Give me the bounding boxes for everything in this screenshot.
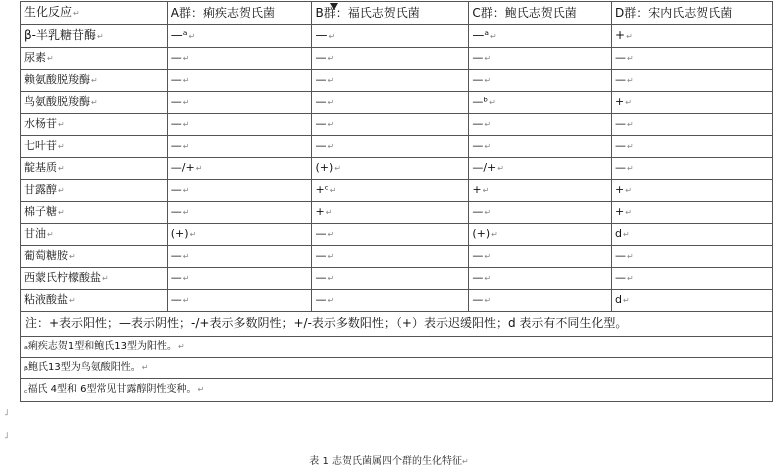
result-cell	[612, 224, 773, 246]
return-mark-icon: ↵	[327, 252, 335, 261]
return-mark-icon: ↵	[47, 230, 54, 239]
return-mark-icon: ↵	[327, 54, 335, 63]
return-mark-icon: ↵	[195, 164, 203, 173]
cell-text: —ᵇ	[472, 95, 489, 108]
cell-text: 尿素	[24, 51, 46, 64]
cell-text: d	[615, 227, 623, 240]
result-cell	[612, 92, 773, 114]
cell-text: +	[472, 183, 482, 196]
return-mark-icon: ↵	[484, 76, 492, 85]
cell-text: —	[472, 205, 484, 218]
return-mark-icon: ↵	[197, 385, 205, 394]
result-cell	[312, 246, 469, 268]
return-mark-icon: ↵	[627, 120, 634, 129]
reaction-name	[21, 70, 168, 92]
result-cell	[167, 70, 312, 92]
return-mark-icon: ↵	[625, 98, 632, 107]
result-cell	[312, 70, 469, 92]
return-mark-icon: ↵	[625, 186, 632, 195]
cell-text: +ᶜ	[315, 183, 329, 196]
cell-text: 甘露醇	[24, 183, 57, 196]
table-row	[21, 70, 773, 92]
cell-text: —	[615, 73, 627, 86]
return-mark-icon: ↵	[325, 208, 333, 217]
return-mark-icon: ↵	[627, 164, 634, 173]
result-cell	[612, 25, 773, 48]
return-mark-icon: ↵	[327, 230, 335, 239]
column-header	[469, 2, 612, 25]
table-row	[21, 25, 773, 48]
return-mark-icon: ↵	[73, 9, 80, 18]
cell-text: —	[472, 293, 484, 306]
footnote	[21, 337, 773, 358]
table-row	[21, 202, 773, 224]
table-row	[21, 224, 773, 246]
cell-text: 注：+表示阳性；—表示阴性；-/+表示多数阴性；+/-表示多数阳性；（+）表示迟缓阳性；d 表示有不同生化型。	[25, 316, 628, 330]
return-mark-icon: ↵	[627, 142, 634, 151]
return-mark-icon: ↵	[182, 274, 190, 283]
cell-text: +	[615, 205, 625, 218]
return-mark-icon: ↵	[58, 142, 65, 151]
result-cell	[312, 136, 469, 158]
result-cell	[312, 48, 469, 70]
return-mark-icon: ↵	[497, 164, 504, 173]
cell-text: 赖氨酸脱羧酶	[24, 73, 90, 86]
result-cell	[167, 48, 312, 70]
result-cell	[167, 180, 312, 202]
cell-text: —	[170, 51, 182, 64]
result-cell	[469, 25, 612, 48]
result-cell	[469, 48, 612, 70]
return-mark-icon: ↵	[462, 457, 469, 466]
note-row	[21, 312, 773, 337]
return-mark-icon: ↵	[97, 32, 104, 41]
return-mark-icon: ↵	[91, 98, 98, 107]
return-mark-icon: ↵	[484, 54, 492, 63]
cell-text: —	[615, 139, 627, 152]
cell-text: —	[615, 117, 627, 130]
table-row	[21, 92, 773, 114]
result-cell	[167, 202, 312, 224]
cell-text: 生化反应	[24, 5, 73, 19]
return-mark-icon: ↵	[182, 252, 190, 261]
reaction-name	[21, 114, 168, 136]
result-cell	[312, 158, 469, 180]
result-cell	[469, 290, 612, 312]
cell-text: —	[615, 161, 627, 174]
cell-text: —ᵃ	[472, 28, 490, 42]
cell-text: —	[315, 293, 327, 306]
return-mark-icon: ↵	[69, 296, 76, 305]
return-mark-icon: ↵	[189, 230, 197, 239]
return-mark-icon: ↵	[69, 252, 76, 261]
reaction-name	[21, 25, 168, 48]
cell-text: —	[315, 51, 327, 64]
return-mark-icon: ↵	[182, 76, 190, 85]
cell-text: —	[472, 73, 484, 86]
cell-text: —	[315, 28, 328, 42]
result-cell	[312, 268, 469, 290]
return-mark-icon: ↵	[47, 54, 54, 63]
cell-text: —	[170, 95, 182, 108]
return-mark-icon: ↵	[489, 98, 496, 107]
column-header	[612, 2, 773, 25]
column-header	[21, 2, 168, 25]
cell-text: —	[315, 271, 327, 284]
cell-text: C群：鲍氏志贺氏菌	[472, 5, 577, 20]
left-margin-mark: ˩	[4, 431, 9, 441]
return-mark-icon: ↵	[91, 76, 98, 85]
result-cell	[469, 114, 612, 136]
caption-text: 表 1 志贺氏菌属四个群的生化特征	[309, 456, 463, 467]
cell-text: D群：宋内氏志贺氏菌	[615, 5, 733, 20]
cell-text: —	[315, 95, 327, 108]
cell-text: —/+	[472, 161, 497, 174]
return-mark-icon: ↵	[178, 342, 185, 351]
return-mark-icon: ↵	[182, 208, 190, 217]
cell-text: —	[472, 51, 484, 64]
return-mark-icon: ↵	[626, 32, 633, 41]
table-row	[21, 48, 773, 70]
return-mark-icon: ↵	[182, 120, 190, 129]
cell-text: (+)	[315, 161, 334, 174]
cell-text: —	[472, 117, 484, 130]
cell-text: —	[170, 73, 182, 86]
return-mark-icon: ↵	[627, 274, 634, 283]
table-caption	[0, 452, 778, 467]
return-mark-icon: ↵	[182, 296, 190, 305]
return-mark-icon: ↵	[484, 208, 492, 217]
return-mark-icon: ↵	[484, 296, 492, 305]
result-cell	[612, 70, 773, 92]
cell-text: —	[315, 139, 327, 152]
result-cell	[167, 136, 312, 158]
legend-note	[21, 312, 773, 337]
cell-text: 七叶苷	[24, 139, 57, 152]
cell-text: —	[315, 249, 327, 262]
result-cell	[312, 25, 469, 48]
cell-text: +	[315, 205, 325, 218]
result-cell	[167, 246, 312, 268]
result-cell	[312, 92, 469, 114]
footnote-row	[21, 379, 773, 402]
cell-text: —	[170, 139, 182, 152]
cell-text: —	[170, 205, 182, 218]
reaction-name	[21, 224, 168, 246]
footnote	[21, 379, 773, 402]
return-mark-icon: ↵	[328, 32, 336, 41]
result-cell	[469, 70, 612, 92]
biochemical-table	[20, 1, 773, 402]
cell-text: +	[615, 95, 625, 108]
table-row	[21, 268, 773, 290]
result-cell	[312, 114, 469, 136]
cell-text: —	[615, 249, 627, 262]
result-cell	[167, 92, 312, 114]
result-cell	[469, 158, 612, 180]
reaction-name	[21, 92, 168, 114]
result-cell	[612, 268, 773, 290]
cell-text: 葡萄糖胺	[24, 249, 68, 262]
result-cell	[469, 268, 612, 290]
cell-text: 甘油	[24, 227, 46, 240]
result-cell	[469, 246, 612, 268]
table-row	[21, 114, 773, 136]
return-mark-icon: ↵	[484, 252, 492, 261]
cell-text: +	[615, 183, 625, 196]
return-mark-icon: ↵	[484, 142, 492, 151]
result-cell	[469, 136, 612, 158]
reaction-name	[21, 136, 168, 158]
result-cell	[312, 224, 469, 246]
cell-text: —	[615, 51, 627, 64]
reaction-name	[21, 246, 168, 268]
return-mark-icon: ↵	[327, 296, 335, 305]
cell-text: —/+	[170, 161, 195, 174]
column-select-cursor-icon	[330, 3, 338, 10]
return-mark-icon: ↵	[627, 76, 634, 85]
cell-text: —ᵃ	[170, 28, 188, 42]
result-cell	[612, 48, 773, 70]
table-row	[21, 158, 773, 180]
return-mark-icon: ↵	[327, 98, 335, 107]
cell-text: —	[315, 73, 327, 86]
footnote-row	[21, 337, 773, 358]
result-cell	[312, 202, 469, 224]
cell-text: —	[472, 139, 484, 152]
cell-text: —	[170, 183, 182, 196]
cell-text: —	[472, 271, 484, 284]
result-cell	[167, 114, 312, 136]
cell-text: —	[170, 249, 182, 262]
column-header	[167, 2, 312, 25]
return-mark-icon: ↵	[490, 32, 497, 41]
result-cell	[469, 224, 612, 246]
cell-text: +	[615, 28, 626, 42]
cell-text: B群：福氏志贺氏菌	[315, 5, 420, 20]
cell-text: ᵦ鲍氏13型为鸟氨酸阳性。	[24, 362, 141, 373]
result-cell	[612, 180, 773, 202]
return-mark-icon: ↵	[625, 208, 632, 217]
result-cell	[612, 202, 773, 224]
cell-text: 粘液酸盐	[24, 293, 68, 306]
return-mark-icon: ↵	[482, 186, 490, 195]
reaction-name	[21, 290, 168, 312]
reaction-name	[21, 202, 168, 224]
return-mark-icon: ↵	[102, 274, 109, 283]
reaction-name	[21, 158, 168, 180]
table-row	[21, 136, 773, 158]
return-mark-icon: ↵	[327, 120, 335, 129]
cell-text: β-半乳糖苷酶	[24, 28, 96, 42]
result-cell	[612, 290, 773, 312]
return-mark-icon: ↵	[627, 54, 634, 63]
return-mark-icon: ↵	[334, 164, 341, 173]
return-mark-icon: ↵	[484, 274, 492, 283]
cell-text: (+)	[472, 227, 491, 240]
return-mark-icon: ↵	[623, 296, 630, 305]
result-cell	[167, 268, 312, 290]
cell-text: —	[170, 117, 182, 130]
return-mark-icon: ↵	[627, 252, 634, 261]
table-row	[21, 180, 773, 202]
return-mark-icon: ↵	[58, 186, 65, 195]
return-mark-icon: ↵	[182, 98, 190, 107]
return-mark-icon: ↵	[58, 208, 65, 217]
reaction-name	[21, 268, 168, 290]
cell-text: ₐ痢疾志贺1型和鲍氏13型为阳性。	[24, 341, 178, 352]
cell-text: —	[170, 293, 182, 306]
cell-text: A群：痢疾志贺氏菌	[170, 5, 275, 20]
cell-text: 水杨苷	[24, 117, 57, 130]
return-mark-icon: ↵	[58, 120, 65, 129]
return-mark-icon: ↵	[491, 230, 498, 239]
return-mark-icon: ↵	[623, 230, 630, 239]
footnote-row	[21, 358, 773, 379]
reaction-name	[21, 180, 168, 202]
result-cell	[612, 158, 773, 180]
result-cell	[167, 290, 312, 312]
result-cell	[167, 158, 312, 180]
return-mark-icon: ↵	[182, 186, 190, 195]
return-mark-icon: ↵	[188, 32, 196, 41]
result-cell	[167, 25, 312, 48]
header-row	[21, 2, 773, 25]
cell-text: —	[472, 249, 484, 262]
left-margin-mark: ˩	[4, 408, 9, 418]
cell-text: —	[170, 271, 182, 284]
result-cell	[612, 246, 773, 268]
result-cell	[312, 180, 469, 202]
result-cell	[612, 136, 773, 158]
cell-text: (+)	[170, 227, 189, 240]
return-mark-icon: ↵	[327, 274, 335, 283]
return-mark-icon: ↵	[329, 186, 337, 195]
cell-text: —	[315, 117, 327, 130]
return-mark-icon: ↵	[141, 363, 149, 372]
table-row	[21, 246, 773, 268]
result-cell	[312, 290, 469, 312]
cell-text: 鸟氨酸脱羧酶	[24, 95, 90, 108]
result-cell	[469, 180, 612, 202]
table-row	[21, 290, 773, 312]
result-cell	[612, 114, 773, 136]
result-cell	[469, 92, 612, 114]
return-mark-icon: ↵	[182, 54, 190, 63]
return-mark-icon: ↵	[327, 76, 335, 85]
return-mark-icon: ↵	[484, 120, 492, 129]
cell-text: —	[315, 227, 327, 240]
reaction-name	[21, 48, 168, 70]
return-mark-icon: ↵	[58, 164, 65, 173]
result-cell	[167, 224, 312, 246]
cell-text: 西蒙氏柠檬酸盐	[24, 271, 101, 284]
return-mark-icon: ↵	[182, 142, 190, 151]
footnote	[21, 358, 773, 379]
cell-text: ꜀福氏 4型和 6型常见甘露醇阴性变种。	[24, 384, 197, 395]
cell-text: —	[615, 271, 627, 284]
return-mark-icon: ↵	[327, 142, 335, 151]
cell-text: d	[615, 293, 623, 306]
result-cell	[469, 202, 612, 224]
cell-text: 棉子糖	[24, 205, 57, 218]
cell-text: 靛基质	[24, 161, 57, 174]
